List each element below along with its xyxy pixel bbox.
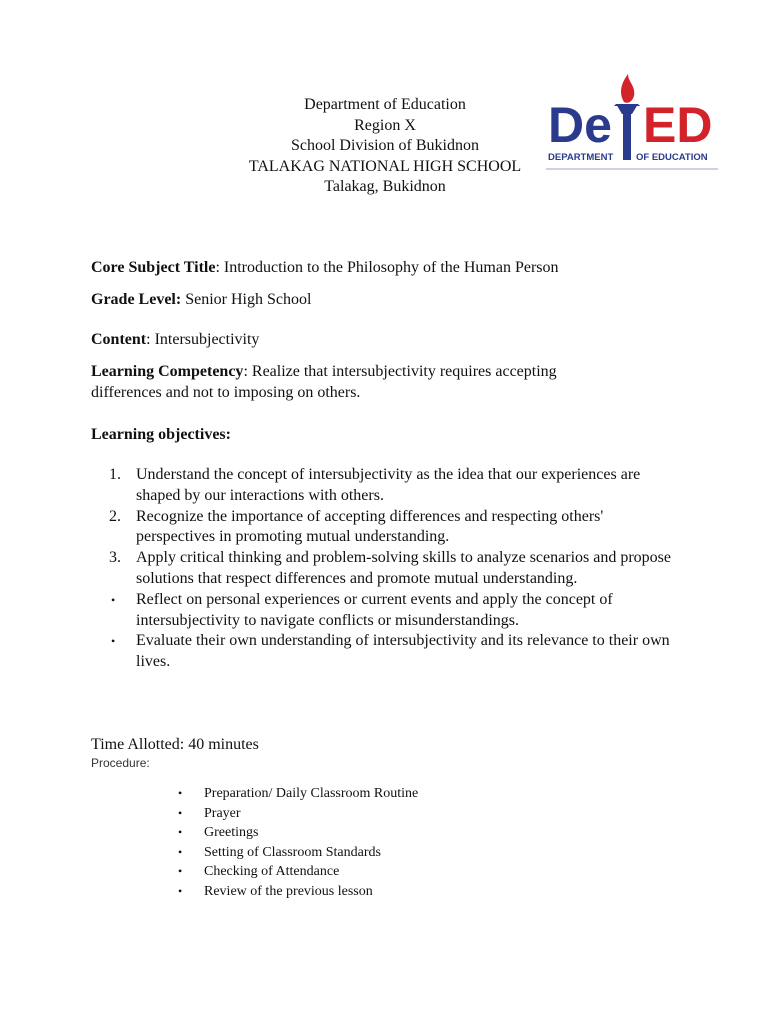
- list-item: • Greetings: [178, 825, 259, 841]
- content-label: Content: [91, 331, 147, 348]
- list-item: 1. Understand the concept of intersubjectivity as the idea that our experiences are shaped by our interactions with others.: [109, 466, 641, 504]
- content-field: Content: Intersubjectivity: [91, 331, 260, 348]
- logo-caption-right: OF EDUCATION: [636, 152, 708, 163]
- logo-wordmark-left: De: [548, 97, 612, 153]
- grade-level-value: Senior High School: [185, 291, 312, 308]
- header-department: Department of Education: [304, 96, 466, 113]
- time-allotted: Time Allotted: 40 minutes: [91, 736, 259, 753]
- list-item: 2. Recognize the importance of accepting differences and respecting others' perspectives in promoting mutual understanding.: [109, 507, 604, 546]
- header-region: Region X: [354, 116, 416, 134]
- letterhead: [230, 95, 540, 198]
- grade-level-field: [91, 289, 311, 310]
- list-item: • Setting of Classroom Standards: [178, 844, 381, 860]
- list-item: • Evaluate their own understanding of intersubjectivity and its relevance to their own lives.: [111, 632, 670, 671]
- procedure-list: [178, 784, 418, 902]
- header-division: School Division of Bukidnon: [290, 137, 479, 154]
- objectives-heading: Learning objectives:: [91, 426, 231, 443]
- list-item: • Preparation/ Daily Classroom Routine: [178, 786, 419, 801]
- list-item: • Reflect on personal experiences or current events and apply the concept of intersubjectivity to navigate conflicts or misunderstandings.: [111, 590, 613, 629]
- procedure-label: Procedure:: [91, 756, 150, 770]
- deped-logo: [546, 72, 721, 174]
- logo-caption-left: DEPARTMENT: [548, 152, 614, 163]
- list-item: 3. Apply critical thinking and problem-solving skills to analyze scenarios and propose solutions that respect differences and promote mutual understanding.: [109, 549, 671, 587]
- list-item: • Review of the previous lesson: [178, 883, 373, 899]
- competency-field: Learning Competency: Realize that intersubjectivity requires accepting differences and not to imposing on others.: [91, 363, 557, 401]
- header-location: Talakag, Bukidnon: [324, 178, 446, 195]
- objectives-list: [91, 465, 676, 673]
- core-subject-value: Introduction to the Philosophy of the Human Person: [223, 259, 559, 276]
- header-school: TALAKAG NATIONAL HIGH SCHOOL: [248, 157, 522, 175]
- core-subject-field: Core Subject Title: Introduction to the Philosophy of the Human Person: [91, 259, 559, 276]
- torch-icon: [614, 74, 640, 160]
- competency-label: Learning Competency: [91, 363, 244, 380]
- list-item: • Prayer: [178, 805, 241, 821]
- core-subject-label: Core Subject Title: [91, 259, 216, 276]
- logo-wordmark-right: ED: [643, 97, 713, 153]
- grade-level-label: Grade Level:: [91, 291, 182, 308]
- competency-value: Realize that intersubjectivity requires accepting differences and not to imposing on others.: [91, 363, 557, 401]
- list-item: • Checking of Attendance: [178, 864, 340, 880]
- content-value: Intersubjectivity: [154, 331, 260, 348]
